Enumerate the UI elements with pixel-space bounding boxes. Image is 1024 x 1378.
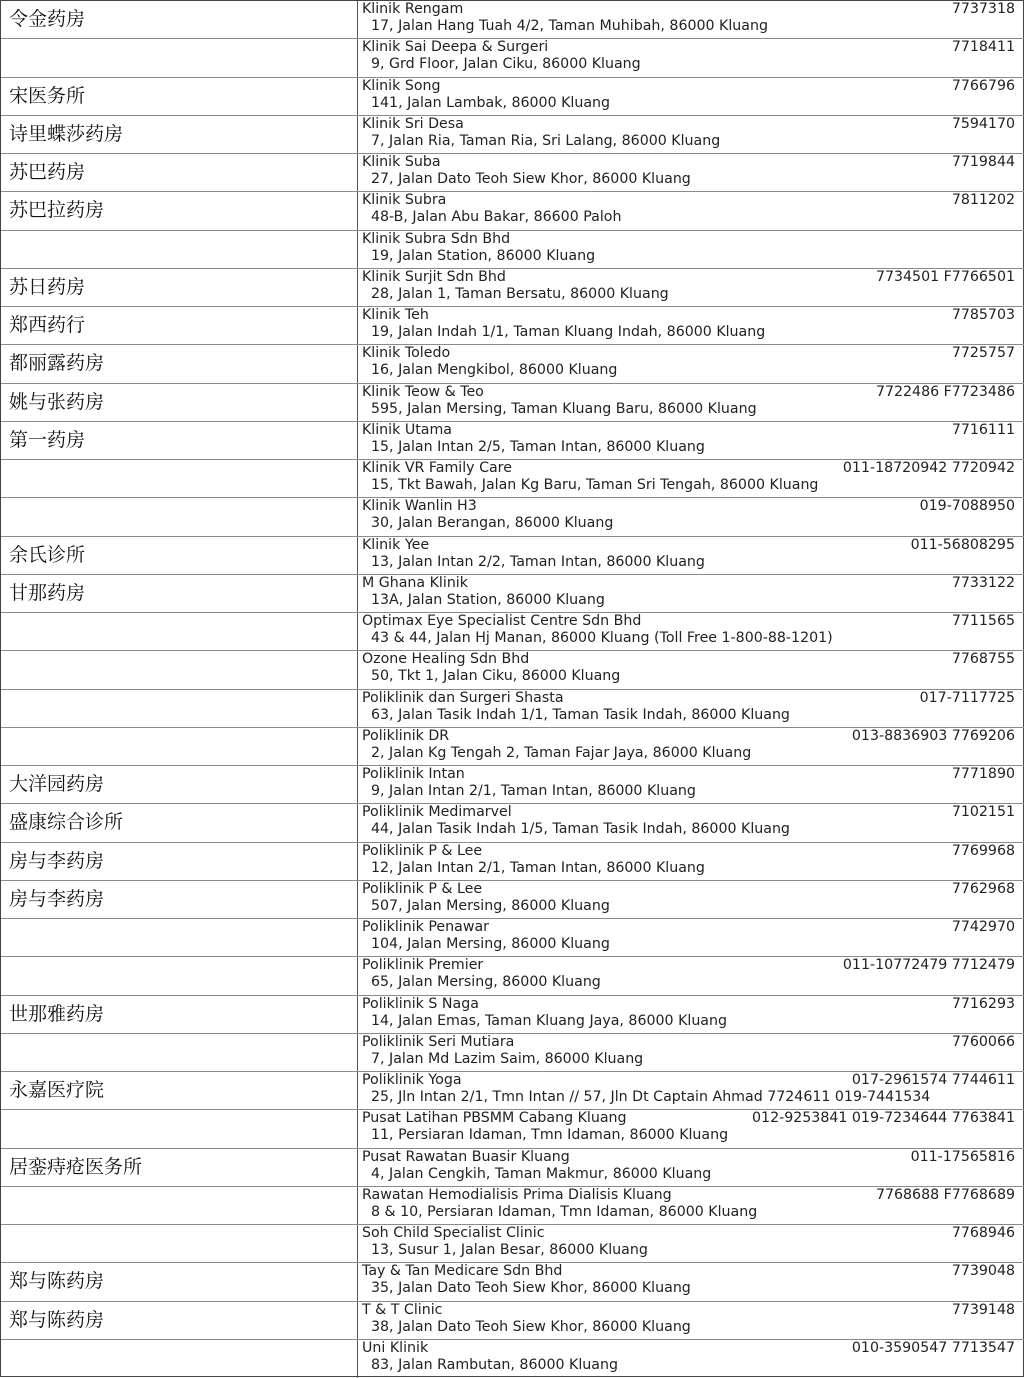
clinic-address: 25, Jln Intan 2/1, Tmn Intan // 57, Jln Dt Captain Ahmad 7724611 019-7441534 (371, 1089, 931, 1105)
phone-number: 010-3590547 7713547 (851, 1339, 1015, 1356)
clinic-address: 14, Jalan Emas, Taman Kluang Jaya, 86000 Kluang (371, 1012, 728, 1029)
clinic-name: Poliklinik Seri Mutiara (362, 1033, 515, 1050)
clinic-name: Klinik Teow & Teo (362, 383, 484, 400)
clinic-address: 19, Jalan Station, 86000 Kluang (371, 247, 596, 264)
phone-number: 017-7117725 (919, 689, 1015, 706)
clinic-address: 4, Jalan Cengkih, Taman Makmur, 86000 Kluang (371, 1165, 712, 1182)
chinese-name: 令金药房 (9, 8, 86, 30)
directory-row (1, 498, 1024, 536)
phone-number: 7768946 (951, 1225, 1015, 1241)
phone-number: 011-10772479 7712479 (842, 957, 1015, 974)
phone-number: 7594170 (951, 115, 1015, 132)
clinic-name: Poliklinik Intan (362, 766, 465, 782)
chinese-name: 苏巴药房 (9, 161, 86, 183)
clinic-name: Pusat Rawatan Buasir Kluang (362, 1148, 570, 1165)
phone-number: 7760066 (951, 1033, 1015, 1050)
clinic-address: 65, Jalan Mersing, 86000 Kluang (371, 974, 601, 991)
clinic-name: Klinik Subra (362, 192, 447, 209)
chinese-name: 世那雅药房 (9, 1002, 105, 1025)
chinese-name: 郑与陈药房 (9, 1270, 105, 1293)
phone-number: 7725757 (951, 345, 1015, 362)
clinic-address: 50, Tkt 1, Jalan Ciku, 86000 Kluang (371, 668, 621, 685)
clinic-address: 27, Jalan Dato Teoh Siew Khor, 86000 Kluang (371, 171, 691, 187)
directory-row (1, 804, 1024, 842)
directory-row (1, 1072, 1024, 1110)
phone-number: 7762968 (951, 880, 1015, 897)
clinic-address: 11, Persiaran Idaman, Tmn Idaman, 86000 Kluang (371, 1127, 729, 1144)
directory-row (1, 766, 1024, 804)
chinese-name: 姚与张药房 (9, 390, 105, 413)
clinic-address: 30, Jalan Berangan, 86000 Kluang (371, 515, 614, 532)
directory-row (1, 919, 1024, 957)
phone-number: 7811202 (951, 192, 1015, 209)
clinic-name: Klinik VR Family Care (362, 460, 512, 476)
chinese-name: 郑西药行 (9, 314, 86, 336)
clinic-name: Soh Child Specialist Clinic (362, 1225, 545, 1241)
chinese-name: 郑与陈药房 (9, 1308, 105, 1331)
chinese-name: 永嘉医疗院 (9, 1079, 105, 1101)
chinese-name: 大洋园药房 (9, 773, 105, 795)
chinese-name: 苏巴拉药房 (9, 199, 105, 222)
clinic-address: 8 & 10, Persiaran Idaman, Tmn Idaman, 86000 Kluang (371, 1203, 758, 1220)
clinic-name: Tay & Tan Medicare Sdn Bhd (362, 1263, 563, 1280)
phone-number: 011-18720942 7720942 (842, 460, 1015, 476)
clinic-address: 35, Jalan Dato Teoh Siew Khor, 86000 Kluang (371, 1280, 691, 1297)
phone-number: 7102151 (951, 804, 1015, 821)
chinese-name: 苏日药房 (9, 275, 86, 298)
clinic-address: 12, Jalan Intan 2/1, Taman Intan, 86000 Kluang (371, 859, 705, 876)
phone-number: 7734501 F7766501 (875, 268, 1015, 285)
clinic-name: T & T Clinic (362, 1301, 443, 1318)
phone-number: 7739048 (951, 1263, 1015, 1280)
clinic-name: Ozone Healing Sdn Bhd (362, 651, 530, 668)
clinic-name: Klinik Teh (362, 307, 429, 323)
phone-number: 7768688 F7768689 (875, 1186, 1015, 1203)
phone-number: 017-2961574 7744611 (851, 1072, 1015, 1088)
clinic-address: 28, Jalan 1, Taman Bersatu, 86000 Kluang (371, 285, 669, 302)
clinic-address: 7, Jalan Ria, Taman Ria, Sri Lalang, 86000 Kluang (371, 132, 721, 149)
clinic-name: Uni Klinik (362, 1339, 429, 1356)
chinese-name: 都丽露药房 (9, 352, 105, 375)
chinese-name: 第一药房 (9, 428, 86, 451)
directory-row (1, 613, 1024, 651)
directory-row (1, 1302, 1024, 1340)
phone-number: 7719844 (951, 154, 1015, 170)
clinic-name: Poliklinik P & Lee (362, 842, 483, 859)
phone-number: 7718411 (951, 39, 1015, 56)
directory-row (1, 843, 1024, 881)
clinic-name: Klinik Utama (362, 421, 453, 438)
directory-row (1, 690, 1024, 728)
clinic-address: 83, Jalan Rambutan, 86000 Kluang (371, 1356, 618, 1373)
clinic-name: Poliklinik dan Surgeri Shasta (362, 689, 564, 706)
clinic-name: M Ghana Klinik (362, 574, 468, 591)
directory-row (1, 231, 1024, 269)
clinic-address: 595, Jalan Mersing, Taman Kluang Baru, 86000 Kluang (371, 400, 757, 417)
chinese-name: 余氏诊所 (9, 543, 86, 566)
clinic-address: 9, Jalan Intan 2/1, Taman Intan, 86000 Kluang (371, 783, 696, 799)
directory-row (1, 957, 1024, 995)
clinic-name: Poliklinik Yoga (362, 1072, 462, 1088)
directory-row (1, 728, 1024, 766)
directory-row (1, 154, 1024, 192)
clinic-name: Klinik Wanlin H3 (362, 498, 477, 515)
clinic-name: Klinik Toledo (362, 345, 451, 362)
phone-number: 011-56808295 (910, 536, 1015, 553)
clinic-name: Poliklinik Penawar (362, 919, 489, 935)
clinic-name: Klinik Song (362, 77, 441, 94)
chinese-name: 盛康综合诊所 (9, 811, 124, 834)
phone-number: 7785703 (951, 307, 1015, 323)
clinic-address: 13A, Jalan Station, 86000 Kluang (371, 591, 605, 608)
clinic-address: 63, Jalan Tasik Indah 1/1, Taman Tasik Indah, 86000 Kluang (371, 706, 790, 723)
chinese-name: 房与李药房 (9, 849, 105, 872)
directory-row (1, 1263, 1024, 1301)
clinic-name: Klinik Yee (362, 536, 430, 553)
clinic-address: 141, Jalan Lambak, 86000 Kluang (371, 94, 611, 111)
directory-row (1, 651, 1024, 689)
clinic-address: 507, Jalan Mersing, 86000 Kluang (371, 897, 610, 914)
phone-number: 7716111 (951, 421, 1015, 438)
clinic-name: Pusat Latihan PBSMM Cabang Kluang (362, 1110, 627, 1127)
directory-row (1, 537, 1024, 575)
directory-row (1, 1, 1024, 39)
chinese-name: 甘那药房 (9, 581, 86, 604)
phone-number: 7716293 (951, 995, 1015, 1012)
directory-row (1, 575, 1024, 613)
directory-row (1, 1340, 1024, 1378)
clinic-address: 38, Jalan Dato Teoh Siew Khor, 86000 Kluang (371, 1318, 691, 1335)
clinic-name: Klinik Sri Desa (362, 115, 464, 132)
clinic-name: Optimax Eye Specialist Centre Sdn Bhd (362, 613, 642, 629)
clinic-address: 13, Jalan Intan 2/2, Taman Intan, 86000 Kluang (371, 553, 705, 570)
clinic-name: Klinik Suba (362, 154, 441, 170)
directory-row (1, 1110, 1024, 1148)
directory-row (1, 345, 1024, 383)
phone-number: 7722486 F7723486 (875, 383, 1015, 400)
directory-row (1, 422, 1024, 460)
clinic-name: Poliklinik P & Lee (362, 880, 483, 897)
phone-number: 7768755 (951, 651, 1015, 668)
phone-number: 012-9253841 019-7234644 7763841 (752, 1110, 1015, 1127)
directory-row (1, 1187, 1024, 1225)
clinic-address: 16, Jalan Mengkibol, 86000 Kluang (371, 362, 618, 379)
phone-number: 019-7088950 (919, 498, 1015, 515)
phone-number: 7766796 (951, 77, 1015, 94)
phone-number: 7769968 (951, 842, 1015, 859)
phone-number: 7733122 (951, 574, 1015, 591)
clinic-address: 13, Susur 1, Jalan Besar, 86000 Kluang (371, 1242, 648, 1258)
chinese-name: 宋医务所 (9, 84, 86, 107)
clinic-address: 48-B, Jalan Abu Bakar, 86600 Paloh (371, 209, 622, 226)
directory-row (1, 460, 1024, 498)
clinic-name: Klinik Surjit Sdn Bhd (362, 268, 506, 285)
directory-row (1, 1149, 1024, 1187)
directory-row (1, 1225, 1024, 1263)
clinic-name: Poliklinik DR (362, 727, 450, 744)
directory-row (1, 269, 1024, 307)
clinic-address: 43 & 44, Jalan Hj Manan, 86000 Kluang (Toll Free 1-800-88-1201) (371, 630, 833, 646)
clinic-address: 9, Grd Floor, Jalan Ciku, 86000 Kluang (371, 56, 641, 73)
clinic-address: 7, Jalan Md Lazim Saim, 86000 Kluang (371, 1050, 644, 1067)
clinic-address: 2, Jalan Kg Tengah 2, Taman Fajar Jaya, 86000 Kluang (371, 744, 752, 761)
directory-row (1, 39, 1024, 77)
directory-row (1, 996, 1024, 1034)
directory-row (1, 881, 1024, 919)
directory-row (1, 192, 1024, 230)
clinic-name: Poliklinik Medimarvel (362, 804, 512, 821)
directory-row (1, 78, 1024, 116)
chinese-name: 居銮痔疮医务所 (9, 1155, 143, 1178)
clinic-address: 15, Jalan Intan 2/5, Taman Intan, 86000 Kluang (371, 438, 705, 455)
phone-number: 7711565 (951, 613, 1015, 629)
phone-number: 7739148 (951, 1301, 1015, 1318)
clinic-name: Poliklinik S Naga (362, 995, 479, 1012)
clinic-address: 17, Jalan Hang Tuah 4/2, Taman Muhibah, 86000 Kluang (371, 18, 768, 34)
directory-row (1, 116, 1024, 154)
directory-row (1, 384, 1024, 422)
phone-number: 7771890 (951, 766, 1015, 782)
clinic-name: Klinik Rengam (362, 1, 464, 17)
directory-row (1, 307, 1024, 345)
chinese-name: 诗里蝶莎药房 (9, 122, 124, 145)
directory-row (1, 1034, 1024, 1072)
clinic-address: 104, Jalan Mersing, 86000 Kluang (371, 936, 610, 952)
clinic-name: Rawatan Hemodialisis Prima Dialisis Kluang (362, 1186, 672, 1203)
phone-number: 013-8836903 7769206 (851, 727, 1015, 744)
clinic-name: Poliklinik Premier (362, 957, 484, 974)
clinic-address: 44, Jalan Tasik Indah 1/5, Taman Tasik Indah, 86000 Kluang (371, 821, 790, 838)
chinese-name: 房与李药房 (9, 887, 105, 910)
clinic-name: Klinik Subra Sdn Bhd (362, 230, 511, 247)
clinic-address: 19, Jalan Indah 1/1, Taman Kluang Indah, 86000 Kluang (371, 324, 766, 340)
clinic-address: 15, Tkt Bawah, Jalan Kg Baru, Taman Sri Tengah, 86000 Kluang (371, 477, 819, 493)
phone-number: 7742970 (951, 919, 1015, 935)
clinic-name: Klinik Sai Deepa & Surgeri (362, 39, 549, 56)
phone-number: 7737318 (951, 1, 1015, 17)
phone-number: 011-17565816 (910, 1148, 1015, 1165)
